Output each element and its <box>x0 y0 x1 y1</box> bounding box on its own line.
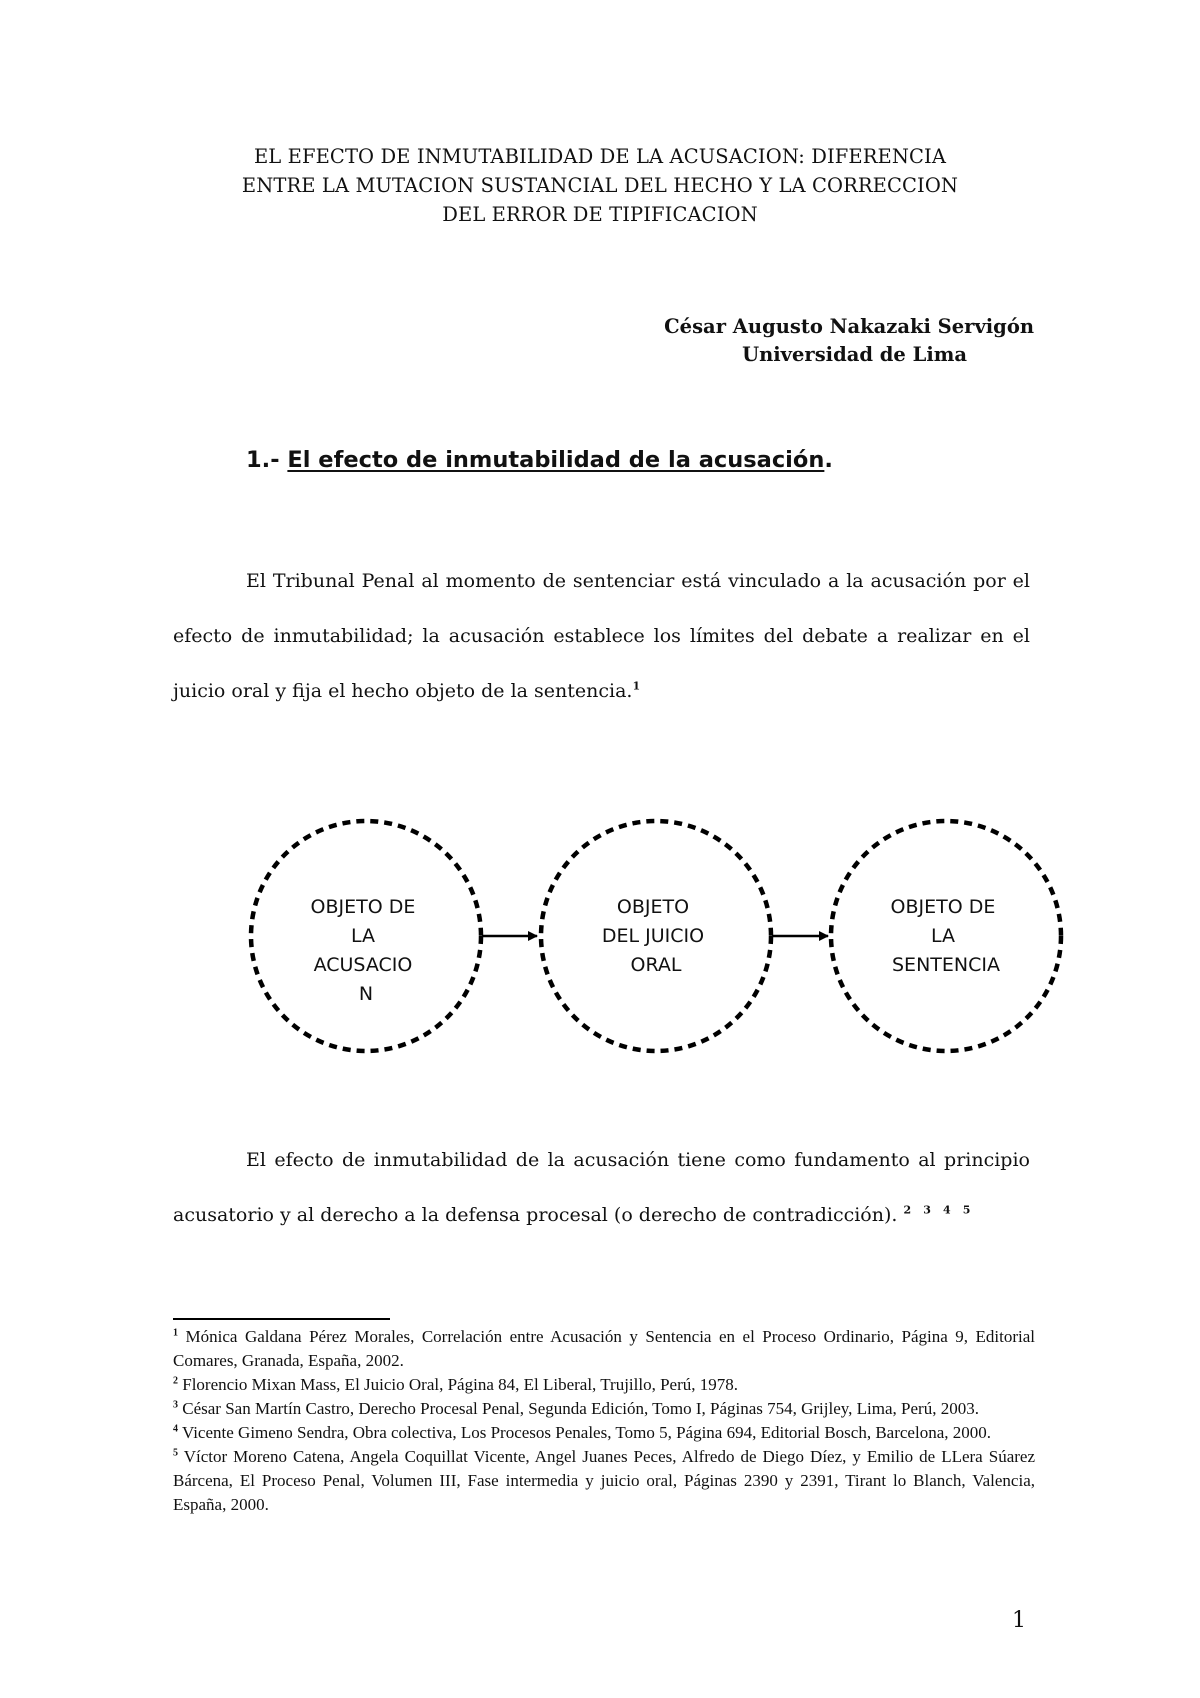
footnote-mark: 1 <box>173 1327 178 1339</box>
author-affiliation: Universidad de Lima <box>742 343 967 366</box>
footnote <box>173 1373 1035 1397</box>
dashed-circle <box>831 821 1061 1051</box>
paragraph-text: El efecto de inmutabilidad de la acusación tiene como fundamento al principio acusatorio y al derecho a la defensa procesal (o derecho de contradicción). <box>173 1149 1030 1226</box>
svg-text:OBJETO DE LA SENTE <box>891 896 1002 976</box>
body-paragraph <box>173 1133 1030 1243</box>
node-label-line: OBJETO <box>616 896 690 918</box>
footnote-mark: 3 <box>173 1399 178 1411</box>
footnote-reference[interactable]: 5 <box>962 1203 971 1217</box>
author-block <box>640 313 1060 369</box>
page-number: 1 <box>1012 1608 1026 1633</box>
section-number: 1.- <box>246 447 280 473</box>
document-title <box>170 142 1030 229</box>
node-label-line: DEL JUICIO <box>601 925 705 947</box>
node-label-line: LA <box>930 925 955 947</box>
footnote-text: César San Martín Castro, Derecho Procesal Penal, Segunda Edición, Tomo I, Páginas 754, Grijley, Lima, Perú, 2003. <box>182 1399 979 1418</box>
node-label-line: LA <box>350 925 375 947</box>
footnote-separator <box>173 1318 390 1320</box>
footnote-mark: 4 <box>173 1423 178 1435</box>
diagram-node-sentencia <box>831 821 1061 1051</box>
footnote-text: Víctor Moreno Catena, Angela Coquillat Vicente, Angel Juanes Peces, Alfredo de Diego Díez, y Emilio de LLera Súarez Bárcena, El Proceso Penal, Volumen III, Fase intermedia y juicio oral, Páginas 2390 y 2391, Tirant lo Blanch, Valencia, España, 2000. <box>173 1447 1035 1514</box>
footnote <box>173 1445 1035 1517</box>
footnotes <box>173 1325 1035 1517</box>
section-title-end: . <box>824 447 833 473</box>
title-line: DEL ERROR DE TIPIFICACION <box>442 203 758 226</box>
footnote <box>173 1325 1035 1373</box>
node-label-line: ACUSACIO <box>313 954 413 976</box>
paragraph-text: El Tribunal Penal al momento de sentenciar está vinculado a la acusación por el efecto de inmutabilidad; la acusación establece los límites del debate a realizar en el juicio oral y fija el hecho objeto de la sentencia. <box>173 570 1030 702</box>
dashed-circle <box>541 821 771 1051</box>
footnote-text: Florencio Mixan Mass, El Juicio Oral, Página 84, El Liberal, Trujillo, Perú, 1978. <box>182 1375 739 1394</box>
diagram-node-juicio-oral <box>541 821 771 1051</box>
svg-text:OBJETO DEL JUICIO <box>602 896 710 976</box>
svg-text:OBJETO DE LA ACUSA <box>311 896 422 1005</box>
footnote-mark: 2 <box>173 1375 178 1387</box>
footnote-reference[interactable]: 1 <box>632 679 641 693</box>
section-title: El efecto de inmutabilidad de la acusación <box>287 447 825 473</box>
body-paragraph <box>173 554 1030 719</box>
node-label-line: ORAL <box>630 954 682 976</box>
footnote-reference[interactable]: 4 <box>942 1203 951 1217</box>
footnote <box>173 1421 1035 1445</box>
diagram-node-acusacion <box>251 821 481 1051</box>
footnote-reference[interactable]: 2 <box>903 1203 912 1217</box>
footnote-mark: 5 <box>173 1447 178 1459</box>
footnote-text: Mónica Galdana Pérez Morales, Correlación entre Acusación y Sentencia en el Proceso Ordinario, Página 9, Editorial Comares, Granada, España, 2002. <box>173 1327 1036 1370</box>
dashed-circle <box>251 821 481 1051</box>
node-label-line: OBJETO DE <box>310 896 416 918</box>
footnote-text: Vicente Gimeno Sendra, Obra colectiva, Los Procesos Penales, Tomo 5, Página 694, Editorial Bosch, Barcelona, 2000. <box>181 1423 991 1442</box>
node-label-line: OBJETO DE <box>890 896 996 918</box>
title-line: ENTRE LA MUTACION SUSTANCIAL DEL HECHO Y LA CORRECCION <box>241 174 959 197</box>
section-heading <box>246 447 833 473</box>
author-name: César Augusto Nakazaki Servigón <box>664 315 1034 338</box>
footnote-reference[interactable]: 3 <box>923 1203 931 1217</box>
node-label-line: SENTENCIA <box>892 954 1000 976</box>
title-line: EL EFECTO DE INMUTABILIDAD DE LA ACUSACION: DIFERENCIA <box>253 145 947 168</box>
footnote <box>173 1397 1035 1421</box>
node-label-line: N <box>358 983 374 1005</box>
